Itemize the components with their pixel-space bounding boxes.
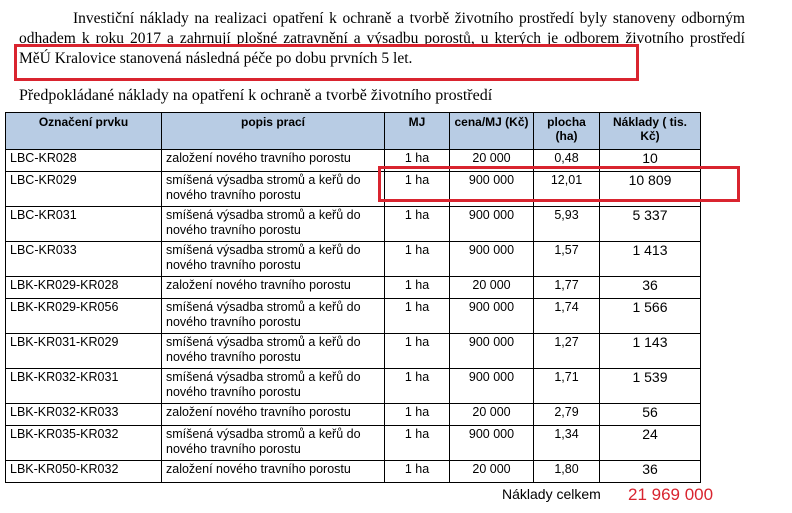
cell-cost: 1 143 xyxy=(600,334,701,369)
cell-cost: 24 xyxy=(600,426,701,461)
cell-work: smíšená výsadba stromů a keřů do nového travního porostu xyxy=(162,172,385,207)
cell-price: 900 000 xyxy=(450,172,534,207)
cell-cost: 36 xyxy=(600,277,701,299)
cell-area: 1,27 xyxy=(534,334,600,369)
cell-unit: 1 ha xyxy=(385,277,450,299)
cell-area: 0,48 xyxy=(534,150,600,172)
cell-unit: 1 ha xyxy=(385,426,450,461)
table-row xyxy=(6,242,701,277)
highlight-box-paragraph xyxy=(14,44,639,81)
cell-area: 1,74 xyxy=(534,299,600,334)
cell-code: LBK-KR031-KR029 xyxy=(6,334,162,369)
cell-cost: 5 337 xyxy=(600,207,701,242)
cell-work: smíšená výsadba stromů a keřů do nového travního porostu xyxy=(162,207,385,242)
cell-price: 900 000 xyxy=(450,426,534,461)
cell-work: založení nového travního porostu xyxy=(162,150,385,172)
cell-code: LBC-KR031 xyxy=(6,207,162,242)
table-row xyxy=(6,426,701,461)
table-row xyxy=(6,277,701,299)
table-row xyxy=(6,334,701,369)
cell-work: založení nového travního porostu xyxy=(162,404,385,426)
cell-work: smíšená výsadba stromů a keřů do nového travního porostu xyxy=(162,242,385,277)
cell-unit: 1 ha xyxy=(385,299,450,334)
cell-unit: 1 ha xyxy=(385,207,450,242)
cell-code: LBK-KR032-KR031 xyxy=(6,369,162,404)
cell-code: LBK-KR035-KR032 xyxy=(6,426,162,461)
cell-unit: 1 ha xyxy=(385,461,450,483)
cell-area: 1,57 xyxy=(534,242,600,277)
header-area: plocha (ha) xyxy=(534,113,600,150)
header-code: Označení prvku xyxy=(6,113,162,150)
cell-area: 1,34 xyxy=(534,426,600,461)
highlight-box-row xyxy=(378,166,740,202)
cell-unit: 1 ha xyxy=(385,172,450,207)
table-row xyxy=(6,369,701,404)
cell-work: smíšená výsadba stromů a keřů do nového travního porostu xyxy=(162,369,385,404)
cell-code: LBC-KR033 xyxy=(6,242,162,277)
cell-price: 900 000 xyxy=(450,299,534,334)
cell-code: LBK-KR050-KR032 xyxy=(6,461,162,483)
cell-price: 900 000 xyxy=(450,334,534,369)
cell-price: 20 000 xyxy=(450,150,534,172)
cell-cost: 10 xyxy=(600,150,701,172)
cell-price: 20 000 xyxy=(450,461,534,483)
cell-work: smíšená výsadba stromů a keřů do nového travního porostu xyxy=(162,299,385,334)
cell-unit: 1 ha xyxy=(385,242,450,277)
cell-area: 12,01 xyxy=(534,172,600,207)
cell-code: LBC-KR029 xyxy=(6,172,162,207)
cell-code: LBK-KR029-KR056 xyxy=(6,299,162,334)
table-title: Předpokládané náklady na opatření k ochraně a tvorbě životního prostředí xyxy=(19,87,493,104)
cell-area: 1,71 xyxy=(534,369,600,404)
cell-work: smíšená výsadba stromů a keřů do nového travního porostu xyxy=(162,426,385,461)
cell-code: LBK-KR029-KR028 xyxy=(6,277,162,299)
table-row xyxy=(6,461,701,483)
table-row xyxy=(6,207,701,242)
cell-cost: 56 xyxy=(600,404,701,426)
cell-price: 20 000 xyxy=(450,277,534,299)
cell-code: LBC-KR028 xyxy=(6,150,162,172)
header-price: cena/MJ (Kč) xyxy=(450,113,534,150)
cell-work: založení nového travního porostu xyxy=(162,461,385,483)
cell-work: založení nového travního porostu xyxy=(162,277,385,299)
header-work: popis prací xyxy=(162,113,385,150)
header-unit: MJ xyxy=(385,113,450,150)
cell-area: 5,93 xyxy=(534,207,600,242)
total-label: Náklady celkem xyxy=(502,486,601,502)
cell-price: 900 000 xyxy=(450,207,534,242)
cell-price: 900 000 xyxy=(450,242,534,277)
intro-text-line2: životního prostředí MěÚ Kralovice stanovená následná péče po dobu prvních 5 let. xyxy=(19,30,745,67)
table-row xyxy=(6,299,701,334)
cell-area: 1,80 xyxy=(534,461,600,483)
table-row xyxy=(6,404,701,426)
intro-text-line1: Investiční náklady na realizaci opatření k ochraně a tvorbě životního prostředí byly stanoveny odborným odhadem k roku 2017 a zahrnují plošné zatravnění a výsadbu porostů, u kterých je odborem xyxy=(19,10,745,47)
cell-work: smíšená výsadba stromů a keřů do nového travního porostu xyxy=(162,334,385,369)
table-header-row xyxy=(6,113,701,150)
header-cost: Náklady ( tis. Kč) xyxy=(600,113,701,150)
total-value: 21 969 000 xyxy=(628,485,714,504)
cell-cost: 1 566 xyxy=(600,299,701,334)
cell-price: 900 000 xyxy=(450,369,534,404)
cell-code: LBK-KR032-KR033 xyxy=(6,404,162,426)
cell-unit: 1 ha xyxy=(385,369,450,404)
cell-cost: 1 413 xyxy=(600,242,701,277)
cell-cost: 10 809 xyxy=(600,172,701,207)
cell-cost: 1 539 xyxy=(600,369,701,404)
cell-unit: 1 ha xyxy=(385,334,450,369)
cell-unit: 1 ha xyxy=(385,404,450,426)
cell-area: 1,77 xyxy=(534,277,600,299)
cell-area: 2,79 xyxy=(534,404,600,426)
cell-price: 20 000 xyxy=(450,404,534,426)
cell-cost: 36 xyxy=(600,461,701,483)
cell-unit: 1 ha xyxy=(385,150,450,172)
